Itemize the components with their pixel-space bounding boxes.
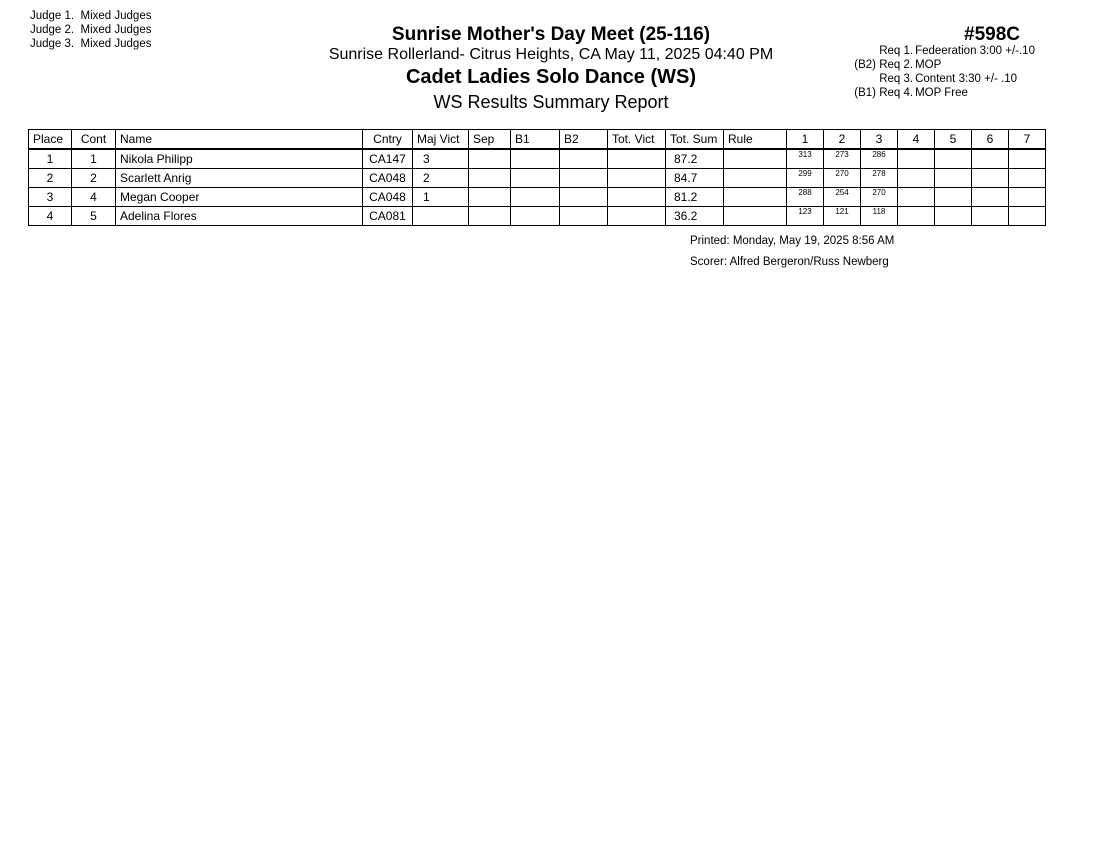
col-rule: Rule [724,130,787,150]
col-judge-2: 2 [824,130,861,150]
cell-name: Nikola Philipp [116,149,363,169]
requirement-label: Req 3. [879,73,914,85]
col-cntry: Cntry [363,130,413,150]
cell-judge-score [972,149,1009,169]
cell-cont: 2 [72,169,116,188]
cell-judge-score [1009,169,1046,188]
col-judge-3: 3 [861,130,898,150]
cell-judge-score [1009,188,1046,207]
printed-timestamp: Printed: Monday, May 19, 2025 8:56 AM [690,235,895,247]
requirement-label: Req 1. [879,45,914,57]
cell-cntry: CA147 [363,149,413,169]
judge-line [30,23,151,37]
col-b1: B1 [511,130,560,150]
cell-rule [724,169,787,188]
col-judge-5: 5 [935,130,972,150]
cell-place: 1 [29,149,72,169]
cell-sep [469,188,511,207]
cell-judge-score: 270 [861,188,898,207]
cell-tot-sum: 84.7 [666,169,724,188]
col-tot-vict: Tot. Vict [608,130,666,150]
cell-b2 [560,207,608,226]
cell-judge-score: 121 [824,207,861,226]
venue-line: Sunrise Rollerland- Citrus Heights, CA May 11, 2025 04:40 PM [328,46,774,63]
cell-tot-vict [608,169,666,188]
cell-sep [469,169,511,188]
cell-judge-score [972,169,1009,188]
cell-b1 [511,169,560,188]
requirement-line [836,44,1035,58]
cell-judge-score: 299 [787,169,824,188]
event-title: Cadet Ladies Solo Dance (WS) [405,66,697,88]
cell-judge-score: 118 [861,207,898,226]
cell-judge-score: 288 [787,188,824,207]
requirement-prefix: (B2) [854,59,876,71]
cell-rule [724,207,787,226]
col-judge-6: 6 [972,130,1009,150]
requirement-label: Req 2. [879,59,914,71]
table-row [29,169,1046,188]
cell-judge-score [935,188,972,207]
requirement-name: MOP [915,59,942,71]
cell-place: 4 [29,207,72,226]
cell-maj-vict [413,207,469,226]
col-sep: Sep [469,130,511,150]
report-footer [690,231,894,273]
cell-judge-score: 278 [861,169,898,188]
cell-judge-score: 123 [787,207,824,226]
judge-label: Judge 3. [30,38,75,50]
cell-cntry: CA081 [363,207,413,226]
report-header [300,24,802,114]
report-title: WS Results Summary Report [433,92,669,112]
cell-judge-score: 254 [824,188,861,207]
judge-label: Judge 1. [30,10,75,22]
meet-title: Sunrise Mother's Day Meet (25-116) [391,24,711,45]
judge-name: Mixed Judges [80,10,152,22]
judge-line [30,37,151,51]
requirement-name: MOP Free [915,87,968,99]
col-name: Name [116,130,363,150]
requirement-prefix: (B1) [854,87,876,99]
cell-place: 2 [29,169,72,188]
cell-judge-score [935,169,972,188]
cell-judge-score [972,207,1009,226]
col-judge-4: 4 [898,130,935,150]
judge-name: Mixed Judges [80,38,152,50]
cell-judge-score: 286 [861,149,898,169]
cell-judge-score [935,207,972,226]
cell-name: Megan Cooper [116,188,363,207]
cell-cntry: CA048 [363,169,413,188]
table-row [29,149,1046,169]
cell-tot-sum: 81.2 [666,188,724,207]
scorer-line: Scorer: Alfred Bergeron/Russ Newberg [690,256,889,268]
judge-line [30,9,151,23]
judge-label: Judge 2. [30,24,75,36]
cell-tot-sum: 87.2 [666,149,724,169]
col-cont: Cont [72,130,116,150]
col-judge-1: 1 [787,130,824,150]
col-judge-7: 7 [1009,130,1046,150]
cell-b1 [511,207,560,226]
cell-cont: 5 [72,207,116,226]
cell-judge-score [898,188,935,207]
cell-maj-vict: 2 [413,169,469,188]
cell-sep [469,207,511,226]
cell-rule [724,188,787,207]
cell-rule [724,149,787,169]
results-table [28,129,1046,226]
cell-b1 [511,188,560,207]
cell-tot-vict [608,207,666,226]
judge-name: Mixed Judges [80,24,152,36]
cell-judge-score [935,149,972,169]
cell-tot-vict [608,188,666,207]
cell-sep [469,149,511,169]
cell-cont: 4 [72,188,116,207]
cell-judge-score [898,169,935,188]
cell-tot-sum: 36.2 [666,207,724,226]
table-row [29,188,1046,207]
cell-name: Scarlett Anrig [116,169,363,188]
judges-list [30,9,151,51]
cell-judge-score: 270 [824,169,861,188]
cell-cntry: CA048 [363,188,413,207]
cell-cont: 1 [72,149,116,169]
cell-name: Adelina Flores [116,207,363,226]
cell-b2 [560,188,608,207]
cell-b1 [511,149,560,169]
header-row [29,130,1046,150]
col-place: Place [29,130,72,150]
cell-judge-score: 273 [824,149,861,169]
cell-tot-vict [608,149,666,169]
event-code: #598C [964,24,1020,45]
table-row [29,207,1046,226]
cell-b2 [560,169,608,188]
requirement-name: Fedeeration 3:00 +/-.10 [915,45,1035,57]
col-b2: B2 [560,130,608,150]
cell-judge-score [972,188,1009,207]
cell-judge-score: 313 [787,149,824,169]
requirement-name: Content 3:30 +/- .10 [915,73,1018,85]
cell-b2 [560,149,608,169]
cell-judge-score [898,207,935,226]
cell-judge-score [898,149,935,169]
col-tot-sum: Tot. Sum [666,130,724,150]
requirement-line [836,86,1035,100]
col-maj-vict: Maj Vict [413,130,469,150]
cell-maj-vict: 1 [413,188,469,207]
cell-judge-score [1009,207,1046,226]
cell-maj-vict: 3 [413,149,469,169]
requirement-line [836,72,1035,86]
requirement-line [836,58,1035,72]
cell-judge-score [1009,149,1046,169]
requirements-list [836,44,1035,100]
requirement-label: Req 4. [879,87,914,99]
cell-place: 3 [29,188,72,207]
